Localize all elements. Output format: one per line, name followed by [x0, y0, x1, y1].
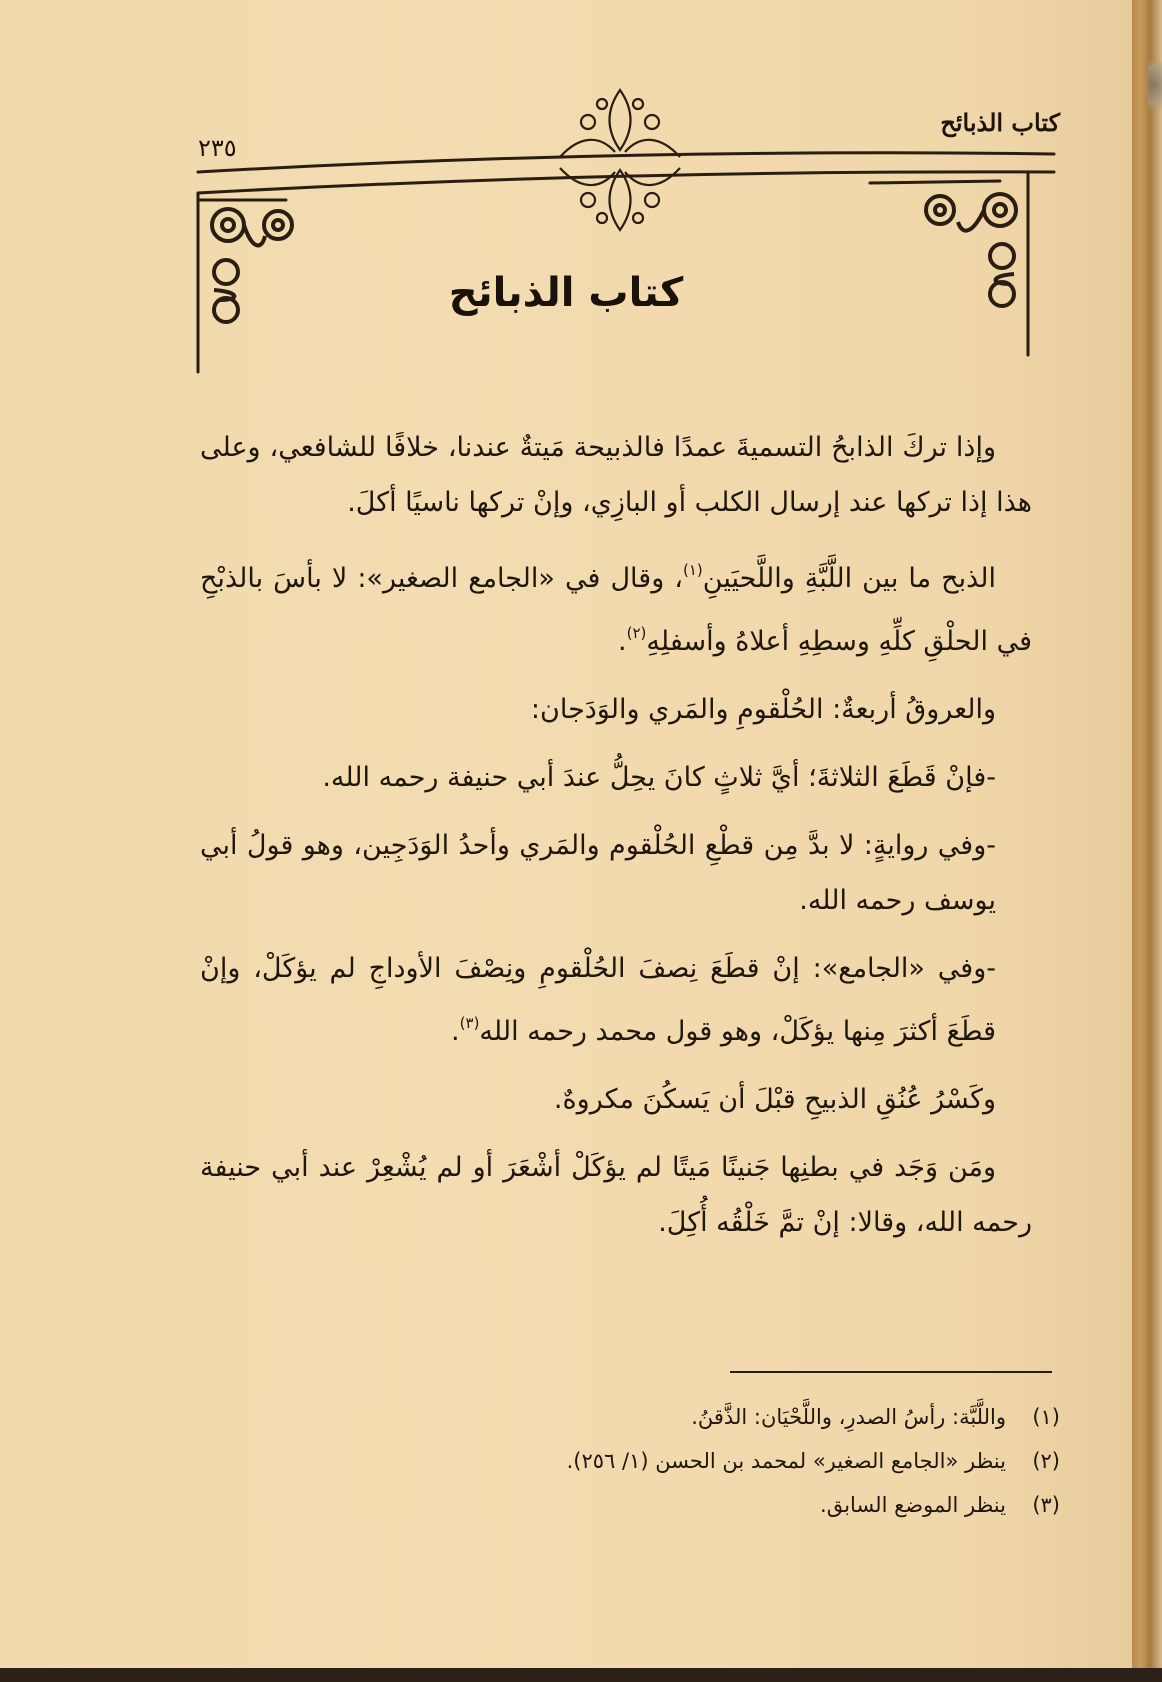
footnote-text: ينظر «الجامع الصغير» لمحمد بن الحسن (١/ ٢٥٦). [566, 1449, 1006, 1473]
footnote-1 [230, 1395, 1060, 1439]
footnote-text: واللَّبَّة: رأسُ الصدرِ، واللَّحْيَان: الذَّقنُ. [691, 1405, 1006, 1429]
paragraph-8: ومَن وَجَد في بطنِها جَنينًا مَيتًا لم يؤكَلْ أشْعَرَ أو لم يُشْعِرْ عند أبي حنيفة رحمه الله، وقالا: إنْ تمَّ خَلْقُه أُكِلَ. [200, 1152, 1032, 1238]
footnote-number: (٢) [1032, 1449, 1060, 1473]
footnote-ref-1[interactable]: (١) [683, 561, 703, 579]
footnote-2 [230, 1439, 1060, 1483]
period: . [451, 1016, 460, 1047]
main-text [200, 420, 1032, 1263]
book-spine [1132, 0, 1162, 1682]
paragraph-2-rest: ، وقال في «الجامع الصغير»: لا بأسَ بالذبْحِ في الحلْقِ كلِّهِ وسطِهِ أعلاهُ وأسفلِهِ [200, 563, 1032, 657]
paragraph-5: -وفي روايةٍ: لا بدَّ مِن قطْعِ الحُلْقوم والمَري وأحدُ الوَدَجِين، وهو قولُ أبي يوسف رحمه الله. [200, 830, 996, 916]
chapter-title: كتاب الذبائح [448, 270, 684, 316]
footnote-3 [230, 1483, 1060, 1527]
footnote-ref-3[interactable]: (٣) [459, 1014, 480, 1032]
header-rule-top [198, 153, 1054, 172]
paragraph-4: -فإنْ قَطَعَ الثلاثةَ؛ أيَّ ثلاثٍ كانَ يحِلُّ عندَ أبي حنيفة رحمه الله. [322, 762, 996, 793]
footnote-separator [730, 1371, 1052, 1373]
page-number: ٢٣٥ [198, 134, 237, 162]
page-bottom-shadow [0, 1668, 1162, 1682]
footnote-number: (١) [1032, 1405, 1060, 1429]
ornamental-frame [0, 0, 1132, 380]
running-head: كتاب الذبائح [940, 108, 1060, 137]
footnotes [230, 1395, 1060, 1527]
center-ornament-icon [560, 90, 680, 230]
paragraph-2 [200, 543, 1032, 669]
paragraph-6-text: -وفي «الجامع»: إنْ قطَعَ نِصفَ الحُلْقومِ ونِصْفَ الأوداجِ لم يؤكَلْ، وإنْ قطَعَ أكثرَ مِنها يؤكَلْ، وهو قول محمد رحمه الله [200, 953, 996, 1047]
paragraph-7: وكَسْرُ عُنُقِ الذبيحِ قبْلَ أن يَسكُنَ مكروهٌ. [553, 1084, 996, 1115]
adjacent-page-ornament [1148, 60, 1162, 110]
paragraph-1: وإذا تركَ الذابحُ التسميةَ عمدًا فالذبيحة مَيتةٌ عندنا، خلافًا للشافعي، وعلى هذا إذا تركها عند إرسال الكلب أو البازِي، وإنْ تركها ناسيًا أكلَ. [200, 432, 1032, 518]
paragraph-6 [200, 941, 1032, 1059]
footnote-text: ينظر الموضع السابق. [820, 1493, 1006, 1517]
footnote-ref-2[interactable]: (٢) [626, 624, 647, 642]
paragraph-2-start: الذبح ما بين اللَّبَّةِ واللَّحيَينِ [702, 563, 996, 594]
paragraph-3: والعروقُ أربعةٌ: الحُلْقومِ والمَري والوَدَجان: [530, 694, 996, 725]
period: . [618, 626, 627, 657]
footnote-number: (٣) [1032, 1493, 1060, 1517]
